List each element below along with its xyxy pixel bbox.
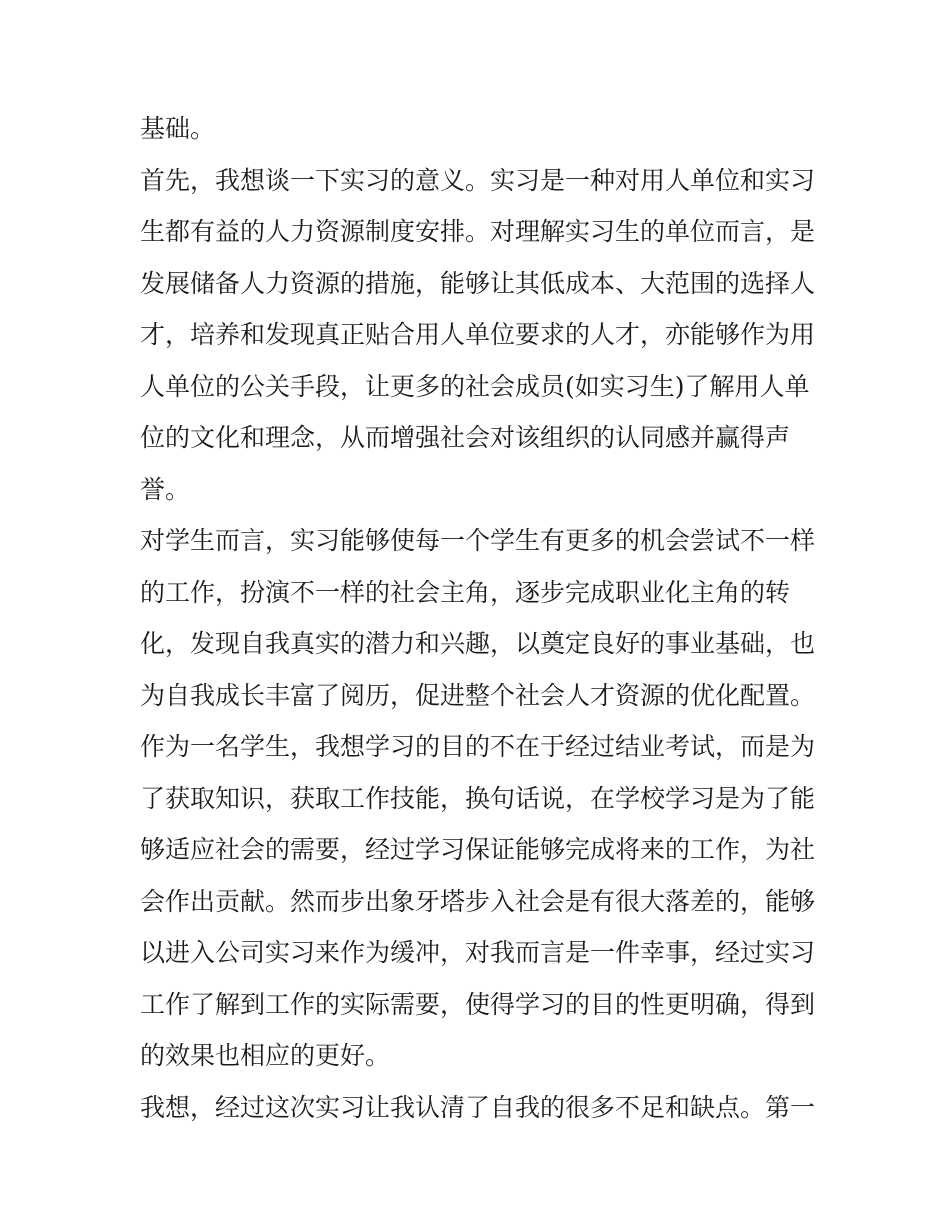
- text-line: 生都有益的人力资源制度安排。对理解实习生的单位而言，是: [140, 217, 816, 246]
- body-text: [140, 103, 820, 1133]
- text-line: 为自我成长丰富了阅历，促进整个社会人才资源的优化配置。: [140, 680, 816, 710]
- text-line: 对学生而言，实习能够使每一个学生有更多的机会尝试不一样: [140, 526, 816, 555]
- text-line: 的效果也相应的更好。: [140, 1041, 391, 1070]
- text-line: 位的文化和理念，从而增强社会对该组织的认同感并赢得声: [140, 423, 791, 452]
- text-line: 了获取知识，获取工作技能，换句话说，在学校学习是为了能: [140, 783, 816, 813]
- text-line: 以进入公司实习来作为缓冲，对我而言是一件幸事，经过实习: [140, 938, 816, 967]
- text-line: 我想，经过这次实习让我认清了自我的很多不足和缺点。第一: [140, 1092, 816, 1122]
- text-line: 够适应社会的需要，经过学习保证能够完成将来的工作，为社: [140, 835, 816, 864]
- text-line: 会作出贡献。然而步出象牙塔步入社会是有很大落差的，能够: [140, 886, 816, 916]
- text-line: 首先，我想谈一下实习的意义。实习是一种对用人单位和实习: [140, 165, 816, 195]
- text-line: 基础。: [140, 114, 216, 143]
- text-line: 人单位的公关手段，让更多的社会成员(如实习生)了解用人单: [140, 371, 810, 401]
- text-line: 的工作，扮演不一样的社会主角，逐步完成职业化主角的转: [140, 577, 791, 607]
- text-line: 作为一名学生，我想学习的目的不在于经过结业考试，而是为: [140, 732, 816, 761]
- text-line: 工作了解到工作的实际需要，使得学习的目的性更明确，得到: [140, 989, 816, 1019]
- text-line: 化，发现自我真实的潜力和兴趣，以奠定良好的事业基础，也: [140, 629, 816, 658]
- text-line: 誉。: [140, 474, 191, 504]
- text-line: 才，培养和发现真正贴合用人单位要求的人才，亦能够作为用: [140, 320, 816, 349]
- text-line: 发展储备人力资源的措施，能够让其低成本、大范围的选择人: [140, 268, 816, 298]
